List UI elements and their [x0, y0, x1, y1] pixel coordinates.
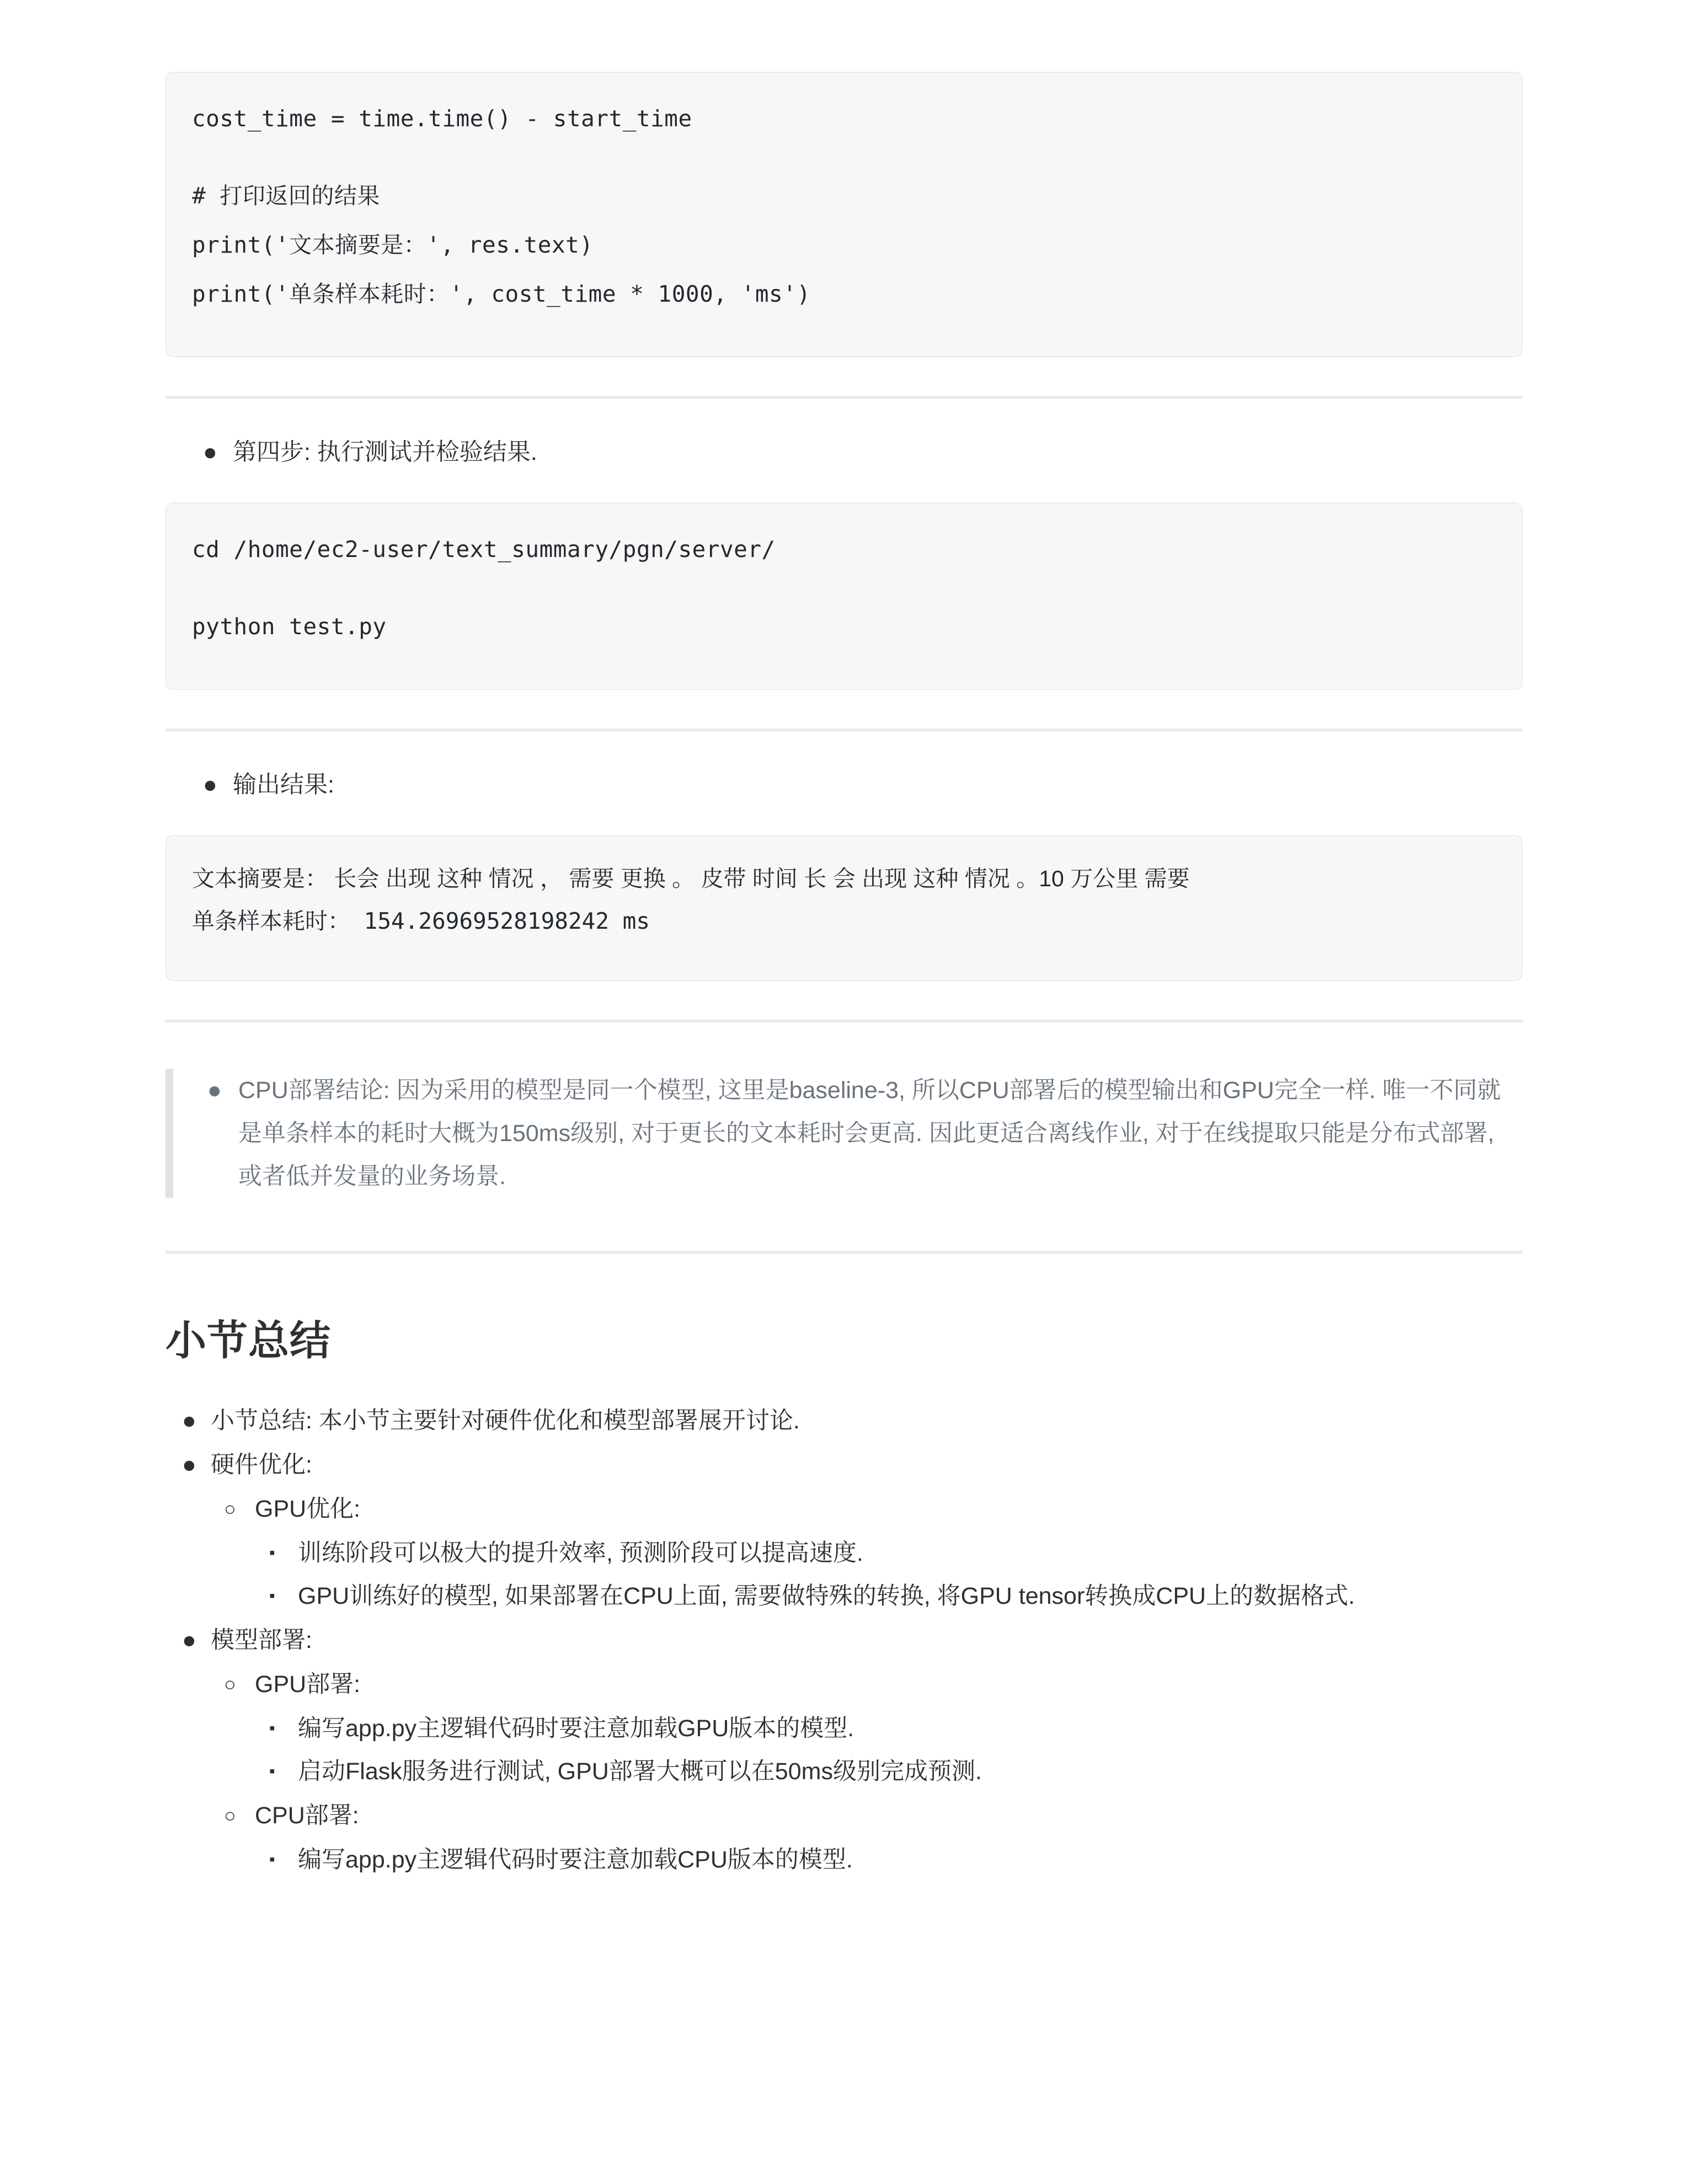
bullet-square-icon: ▪ — [269, 1544, 275, 1562]
page-title: 小节总结 — [165, 1318, 331, 1363]
list-item-label: 硬件优化: — [211, 1452, 312, 1478]
bullet-disc-icon: ● — [182, 1407, 196, 1434]
code-block-shell-run-test — [165, 502, 1523, 690]
sublist — [211, 1489, 1523, 1616]
summary-list — [165, 1400, 1523, 1880]
code-block-output-result — [165, 835, 1523, 981]
bullet-disc-icon: ● — [203, 439, 217, 465]
list-item — [255, 1751, 1523, 1792]
list-item-label: GPU部署: — [255, 1671, 361, 1698]
list-item — [255, 1708, 1523, 1749]
output-summary-prefix: 文本摘要是： — [192, 866, 328, 891]
bullet-square-icon: ▪ — [269, 1762, 275, 1780]
bullet-circle-icon: ○ — [224, 1497, 236, 1520]
list-item-label: CPU部署: — [255, 1802, 359, 1829]
code-line-blank — [192, 578, 1496, 598]
code-line: # 打印返回的结果 — [192, 183, 380, 209]
bullet-square-icon: ▪ — [269, 1719, 275, 1737]
blockquote-cpu-deploy-conclusion — [165, 1069, 1523, 1198]
bullet-square-icon: ▪ — [269, 1850, 275, 1869]
blockquote-list — [173, 1069, 1523, 1198]
list-item-step-four — [165, 432, 1523, 473]
list-item — [255, 1533, 1523, 1573]
bullet-circle-icon: ○ — [224, 1673, 236, 1695]
code-line: print('单条样本耗时：', cost_time * 1000, 'ms') — [192, 281, 811, 307]
code-line: python test.py — [192, 613, 387, 640]
list-item-label: 小节总结: 本小节主要针对硬件优化和模型部署展开讨论. — [211, 1407, 800, 1434]
list-item-cpu-conclusion — [173, 1069, 1523, 1198]
code-line: cd /home/ec2-user/text_summary/pgn/server/ — [192, 536, 776, 563]
list-item — [165, 1444, 1523, 1616]
sublist — [255, 1839, 1523, 1880]
list-item-label: 模型部署: — [211, 1627, 312, 1653]
output-line-latency — [192, 904, 1496, 938]
list-item-label: 训练阶段可以极大的提升效率, 预测阶段可以提高速度. — [298, 1540, 863, 1566]
output-latency-prefix: 单条样本耗时： — [192, 908, 350, 934]
sublist — [255, 1708, 1523, 1792]
output-latency-value: 154.26969528198242 ms — [350, 908, 650, 934]
code-line: cost_time = time.time() - start_time — [192, 105, 692, 132]
list-item — [211, 1795, 1523, 1880]
list-item — [165, 1620, 1523, 1880]
list-item-label: 编写app.py主逻辑代码时要注意加载CPU版本的模型. — [298, 1846, 853, 1873]
bullet-square-icon: ▪ — [269, 1587, 275, 1605]
list-item-label: 第四步: 执行测试并检验结果. — [233, 439, 537, 465]
list-item — [211, 1664, 1523, 1792]
sublist — [255, 1533, 1523, 1616]
output-summary-body: 长会 出现 这种 情况 ， 需要 更换 。 皮带 时间 长 会 出现 这种 情况 。10 万公里 需要 — [328, 866, 1190, 891]
list-item — [255, 1576, 1523, 1616]
bullet-circle-icon: ○ — [224, 1804, 236, 1827]
list-item-label: 输出结果: — [233, 772, 334, 798]
bullet-disc-icon: ● — [182, 1452, 196, 1478]
sublist — [211, 1664, 1523, 1880]
list-item — [211, 1489, 1523, 1616]
list-item-label: CPU部署结论: 因为采用的模型是同一个模型, 这里是baseline-3, 所以CPU部署后的模型输出和GPU完全一样. 唯一不同就是单条样本的耗时大概为150ms级别, 对于更长的文本耗时会更高. 因此更适合离线作业, 对于在线提取只能是分布式部署, 或者低并发量的业务场景. — [238, 1077, 1501, 1190]
list-item-output-result — [165, 764, 1523, 805]
code-line: print('文本摘要是：', res.text) — [192, 232, 594, 258]
list-item-label: 编写app.py主逻辑代码时要注意加载GPU版本的模型. — [298, 1715, 854, 1742]
list-item — [165, 1400, 1523, 1441]
list-item-label: 启动Flask服务进行测试, GPU部署大概可以在50ms级别完成预测. — [298, 1758, 982, 1785]
output-line-summary — [192, 861, 1496, 896]
bullet-disc-icon: ● — [203, 772, 217, 798]
list-item-label: GPU优化: — [255, 1496, 361, 1522]
bullet-disc-icon: ● — [182, 1627, 196, 1653]
code-block-python-timing — [165, 72, 1523, 357]
list-item-label: GPU训练好的模型, 如果部署在CPU上面, 需要做特殊的转换, 将GPU tensor转换成CPU上的数据格式. — [298, 1583, 1355, 1609]
list-item — [255, 1839, 1523, 1880]
bullet-disc-icon: ● — [207, 1077, 222, 1104]
code-line-blank — [192, 147, 1496, 167]
